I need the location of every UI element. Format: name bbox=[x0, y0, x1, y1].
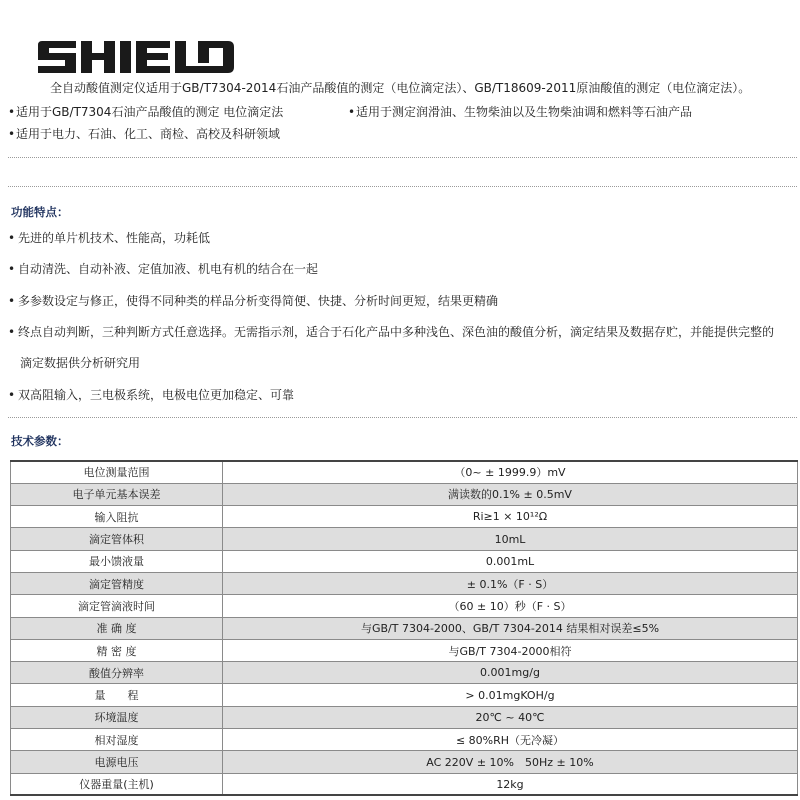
spec-row bbox=[11, 595, 798, 617]
spec-row bbox=[11, 617, 798, 639]
spec-label: 仪器重量(主机) bbox=[11, 773, 223, 795]
spec-value: ≤ 80%RH（无冷凝） bbox=[223, 729, 798, 751]
spec-row bbox=[11, 639, 798, 661]
spec-label: 量 程 bbox=[11, 684, 223, 706]
spec-row bbox=[11, 773, 798, 795]
feature-item: • 多参数设定与修正，使得不同种类的样品分析变得简便、快捷、分析时间更短，结果更精确 bbox=[8, 293, 498, 309]
spec-value: Ri≥1 × 10¹²Ω bbox=[223, 506, 798, 528]
spec-row bbox=[11, 528, 798, 550]
spec-row bbox=[11, 461, 798, 483]
spec-value: AC 220V ± 10% 50Hz ± 10% bbox=[223, 751, 798, 773]
spec-value: 与GB/T 7304-2000相符 bbox=[223, 639, 798, 661]
top-bullet-2: • 适用于测定润滑油、生物柴油以及生物柴油调和燃料等石油产品 bbox=[348, 104, 692, 120]
spec-label: 最小馈液量 bbox=[11, 550, 223, 572]
spec-row bbox=[11, 684, 798, 706]
spec-row bbox=[11, 550, 798, 572]
top-bullet-3: • 适用于电力、石油、化工、商检、高校及科研领域 bbox=[8, 126, 280, 142]
specs-title: 技术参数： bbox=[11, 434, 69, 448]
spec-value: > 0.01mgKOH/g bbox=[223, 684, 798, 706]
spec-label: 环境温度 bbox=[11, 706, 223, 728]
spec-label: 相对湿度 bbox=[11, 729, 223, 751]
spec-label: 精 密 度 bbox=[11, 639, 223, 661]
spec-label: 滴定管精度 bbox=[11, 572, 223, 594]
spec-label: 滴定管滴液时间 bbox=[11, 595, 223, 617]
shield-logo bbox=[38, 41, 234, 73]
divider bbox=[8, 157, 797, 158]
divider bbox=[8, 417, 797, 418]
features-title: 功能特点： bbox=[11, 205, 69, 219]
spec-value: 与GB/T 7304-2000、GB/T 7304-2014 结果相对误差≤5% bbox=[223, 617, 798, 639]
spec-value: ± 0.1%（F · S） bbox=[223, 572, 798, 594]
spec-value: 0.001mL bbox=[223, 550, 798, 572]
shield-logo-mark bbox=[38, 41, 234, 73]
spec-value: 0.001mg/g bbox=[223, 662, 798, 684]
feature-item: • 终点自动判断，三种判断方式任意选择。无需指示剂，适合于石化产品中多种浅色、深色油的酸值分析，滴定结果及数据存贮，并能提供完整的 bbox=[8, 324, 774, 340]
spec-label: 电位测量范围 bbox=[11, 461, 223, 483]
spec-table-body bbox=[11, 461, 798, 795]
spec-label: 准 确 度 bbox=[11, 617, 223, 639]
top-bullet-1: • 适用于GB/T7304石油产品酸值的测定 电位滴定法 bbox=[8, 104, 283, 120]
spec-table bbox=[10, 460, 798, 796]
spec-row bbox=[11, 483, 798, 505]
spec-value: 20℃ ~ 40℃ bbox=[223, 706, 798, 728]
spec-row bbox=[11, 572, 798, 594]
spec-row bbox=[11, 662, 798, 684]
spec-row bbox=[11, 506, 798, 528]
spec-label: 电子单元基本误差 bbox=[11, 483, 223, 505]
spec-label: 酸值分辨率 bbox=[11, 662, 223, 684]
spec-value: （0~ ± 1999.9）mV bbox=[223, 461, 798, 483]
spec-value: 12kg bbox=[223, 773, 798, 795]
feature-item: • 自动清洗、自动补液、定值加液、机电有机的结合在一起 bbox=[8, 261, 318, 277]
spec-value: 满读数的0.1% ± 0.5mV bbox=[223, 483, 798, 505]
spec-value: 10mL bbox=[223, 528, 798, 550]
spec-row bbox=[11, 706, 798, 728]
spec-row bbox=[11, 751, 798, 773]
feature-item: • 双高阻输入，三电极系统，电极电位更加稳定、可靠 bbox=[8, 387, 294, 403]
spec-label: 输入阻抗 bbox=[11, 506, 223, 528]
intro-text: 全自动酸值测定仪适用于GB/T7304-2014石油产品酸值的测定（电位滴定法）、GB/T18609-2011原油酸值的测定（电位滴定法）。 bbox=[50, 81, 751, 95]
feature-item-continued: 滴定数据供分析研究用 bbox=[20, 356, 141, 370]
spec-row bbox=[11, 729, 798, 751]
spec-label: 电源电压 bbox=[11, 751, 223, 773]
feature-item: • 先进的单片机技术、性能高，功耗低 bbox=[8, 230, 210, 246]
spec-label: 滴定管体积 bbox=[11, 528, 223, 550]
spec-value: （60 ± 10）秒（F · S） bbox=[223, 595, 798, 617]
divider bbox=[8, 186, 797, 187]
